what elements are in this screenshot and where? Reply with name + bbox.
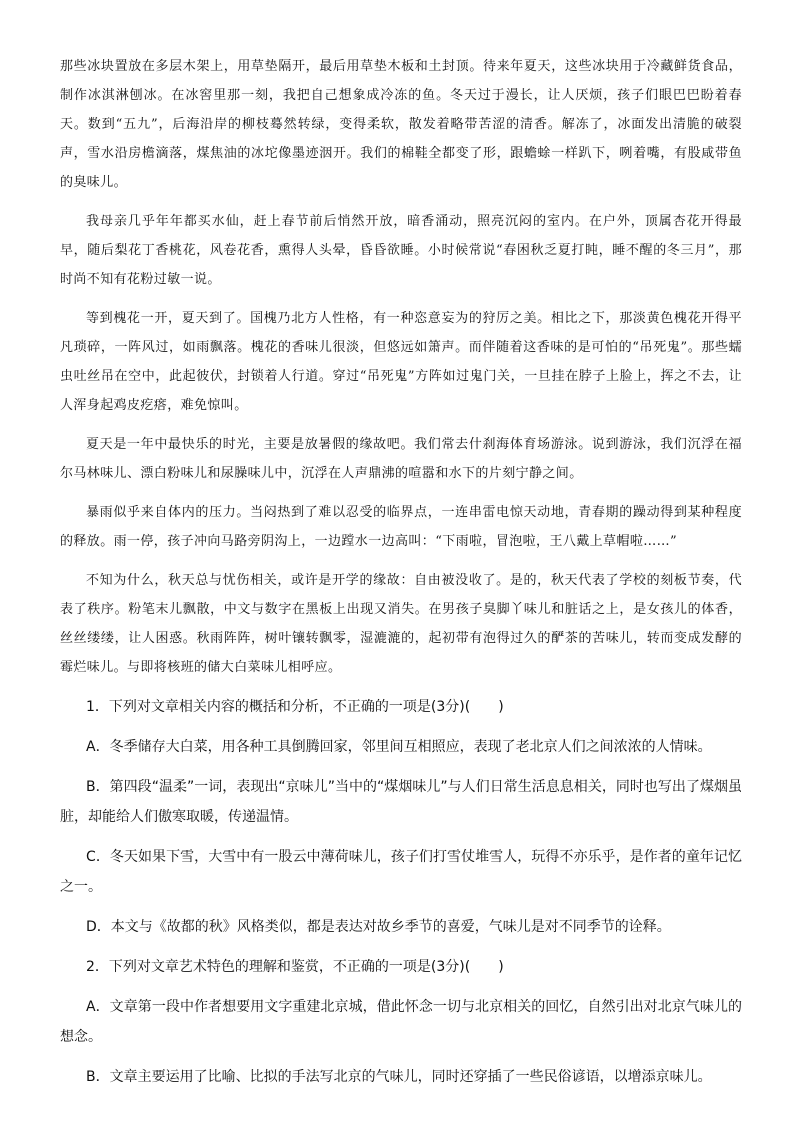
question-2-stem: 2．下列对文章艺术特色的理解和鉴赏，不正确的一项是(3分)( ) <box>86 959 504 975</box>
passage-paragraph-6: 不知为什么，秋天总与忧伤相关，或许是开学的缘故：自由被没收了。是的，秋天代表了学校的刻板节奏，代表了秩序。粉笔末儿飘散，中文与数字在黑板上出现又消失。在男孩子臭脚丫味儿和脏话之上，是女孩儿的体香，丝丝缕缕，让人困惑。秋雨阵阵，树叶镶转飘零，湿漉漉的，起初带有泡得过久的酽茶的苦味儿，转而变成发酵的霉烂味儿。与即将核班的储大白菜味儿相呼应。 <box>60 573 742 675</box>
question-1-option-c: C．冬天如果下雪，大雪中有一股云中薄荷味儿，孩子们打雪仗堆雪人，玩得不亦乐乎，是作者的童年记忆之一。 <box>60 849 742 895</box>
question-1-stem: 1．下列对文章相关内容的概括和分析，不正确的一项是(3分)( ) <box>86 699 504 715</box>
question-2-option-b: B．文章主要运用了比喻、比拟的手法写北京的气味儿，同时还穿插了一些民俗谚语，以增添京味儿。 <box>86 1069 712 1085</box>
question-2-option-a: A．文章第一段中作者想要用文字重建北京城，借此怀念一切与北京相关的回忆，自然引出对北京气味儿的想念。 <box>60 999 742 1045</box>
passage-paragraph-4: 夏天是一年中最快乐的时光，主要是放暑假的缘故吧。我们常去什刹海体育场游泳。说到游泳，我们沉浮在福尔马林味儿、漂白粉味儿和尿臊味儿中，沉浮在人声鼎沸的喧嚣和水下的片刻宁静之间。 <box>60 437 742 481</box>
passage-paragraph-2: 我母亲几乎年年都买水仙，赶上春节前后悄然开放，暗香涌动，照亮沉闷的室内。在户外，顶属杏花开得最早，随后梨花丁香桃花，风卷花香，熏得人头晕，昏昏欲睡。小时候常说“春困秋乏夏打盹，睡不醒的冬三月”，那时尚不知有花粉过敏一说。 <box>60 214 742 287</box>
passage-paragraph-5: 暴雨似乎来自体内的压力。当闷热到了难以忍受的临界点，一连串雷电惊天动地，青春期的躁动得到某种程度的释放。雨一停，孩子冲向马路旁阴沟上，一边蹚水一边高叫：“下雨啦，冒泡啦，王八戴上草帽啦……” <box>60 505 742 549</box>
passage-paragraph-1: 那些冰块置放在多层木架上，用草垫隔开，最后用草垫木板和土封顶。待来年夏天，这些冰块用于冷藏鲜货食品，制作冰淇淋刨冰。在冰窖里那一刻，我把自己想象成冷冻的鱼。冬天过于漫长，让人厌烦，孩子们眼巴巴盼着春天。数到“五九”，后海沿岸的柳枝蓦然转绿，变得柔软，散发着略带苦涩的清香。解冻了，冰面发出清脆的破裂声，雪水沿房檐滴落，煤焦油的冰坨像墨迹洇开。我们的棉鞋全都变了形，跟蟾蜍一样趴下，咧着嘴，有股咸带鱼的臭味儿。 <box>60 59 742 190</box>
question-1-option-a: A．冬季储存大白菜，用各种工具倒腾回家，邻里间互相照应，表现了老北京人们之间浓浓的人情味。 <box>86 739 712 755</box>
question-1-option-d: D．本文与《故都的秋》风格类似，都是表达对故乡季节的喜爱，气味儿是对不同季节的诠释。 <box>86 919 671 935</box>
passage-paragraph-3: 等到槐花一开，夏天到了。国槐乃北方人性格，有一种恣意妄为的狩厉之美。相比之下，那淡黄色槐花开得平凡琐碎，一阵风过，如雨飘落。槐花的香味儿很淡，但悠远如箫声。而伴随着这香味的是可怕的“吊死鬼”。那些蠕虫吐丝吊在空中，此起彼伏，封锁着人行道。穿过“吊死鬼”方阵如过鬼门关，一旦挂在脖子上脸上，挥之不去，让人浑身起鸡皮疙瘩，难免惊叫。 <box>60 311 742 413</box>
question-1-option-b: B．第四段“温柔”一词，表现出“京味儿”当中的“煤烟味儿”与人们日常生活息息相关，同时也写出了煤烟虽脏，却能给人们傲寒取暖，传递温情。 <box>60 779 742 825</box>
